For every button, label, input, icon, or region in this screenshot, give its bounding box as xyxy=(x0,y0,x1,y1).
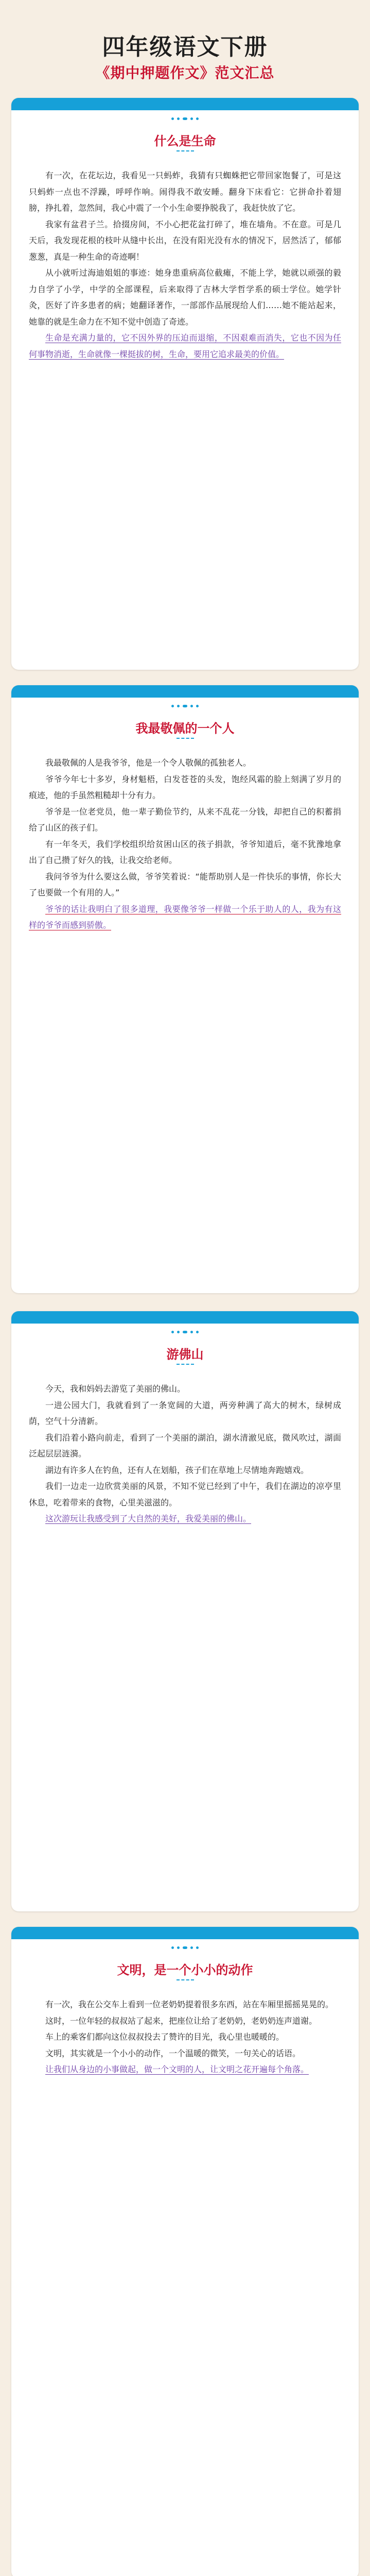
essay-title: 什么是生命 xyxy=(154,134,216,148)
card-top-bar xyxy=(11,1927,359,1939)
essay-card xyxy=(11,685,359,1293)
essay-card xyxy=(11,98,359,670)
page-subtitle: 《期中押题作文》范文汇总 xyxy=(95,64,275,81)
essay-paragraph: 车上的乘客们都向这位叔叔投去了赞许的目光，我心里也暖暖的。 xyxy=(45,2032,285,2042)
essay-title: 文明，是一个小小的动作 xyxy=(117,1963,253,1977)
essay-paragraph: 爷爷是一位老党员，他一辈子勤俭节约，从来不乱花一分钱，却把自己的积蓄捐给了山区的孩子们。 xyxy=(29,806,341,833)
essay-body xyxy=(29,1996,341,2078)
essay-paragraph: 我最敬佩的人是我爷爷，他是一个令人敬佩的孤独老人。 xyxy=(45,758,252,768)
essay-paragraph: 有一次，我在公交车上看到一位老奶奶提着很多东西，站在车厢里摇摇晃晃的。 xyxy=(45,1999,334,2009)
essay-body xyxy=(29,167,341,362)
highlight-text: 生命是充满力量的，它不因外界的压迫而退缩，不因艰难而消失，它也不因为任何事物消逝，生命就像一棵挺拔的树，生命，要用它追求最美的价值。 xyxy=(29,333,341,359)
essay-paragraph: 爷爷今年七十多岁，身材魁梧，白发苍苍的头发，饱经风霜的脸上刻满了岁月的痕迹，他的手虽然粗糙却十分有力。 xyxy=(29,774,341,800)
highlight-text: 爷爷的话让我明白了很多道理，我要像爷爷一样做一个乐于助人的人，我为有这样的爷爷而感到骄傲。 xyxy=(29,904,341,930)
title-divider xyxy=(177,1979,194,1980)
essay-paragraph: 这时，一位年轻的叔叔站了起来，把座位让给了老奶奶，老奶奶连声道谢。 xyxy=(45,2015,318,2026)
title-divider xyxy=(177,150,194,151)
essay-paragraph: 我们沿着小路向前走，看到了一个美丽的湖泊，湖水清澈见底，微风吹过，湖面泛起层层涟漪。 xyxy=(29,1432,341,1459)
essay-paragraph: 我家有盆君子兰。拾掇房间，不小心把花盆打碎了，堆在墙角。不在意。可是几天后，我发现花根的枝叶从缝中长出，在没有阳光没有水的情况下，居然活了，郁郁葱葱，真是一种生命的奇迹啊！ xyxy=(29,219,341,262)
essay-highlight-paragraph xyxy=(29,901,341,934)
card-top-bar xyxy=(11,685,359,698)
essay-body xyxy=(29,755,341,934)
page-title: 四年级语文下册 xyxy=(102,34,268,60)
decorative-dots xyxy=(11,1331,359,1333)
title-divider xyxy=(177,738,194,739)
essay-paragraph: 我问爷爷为什么要这么做，爷爷笑着说：“能帮助别人是一件快乐的事情，你长大了也要做一个有用的人。” xyxy=(29,871,341,897)
highlight-text: 这次游玩让我感受到了大自然的美好，我爱美丽的佛山。 xyxy=(45,1514,252,1523)
essay-paragraph: 今天，我和妈妈去游览了美丽的佛山。 xyxy=(45,1384,186,1394)
page-header xyxy=(0,0,370,90)
essay-highlight-paragraph xyxy=(29,1511,341,1527)
essay-card xyxy=(11,1311,359,1911)
highlight-text: 让我们从身边的小事做起，做一个文明的人，让文明之花开遍每个角落。 xyxy=(45,2064,309,2074)
decorative-dots xyxy=(11,117,359,120)
essay-paragraph: 文明，其实就是一个小小的动作，一个温暖的微笑，一句关心的话语。 xyxy=(45,2048,301,2058)
essay-paragraph: 从小就听过海迪姐姐的事迹：她身患重病高位截瘫，不能上学，她就以顽强的毅力自学了小学，中学的全部课程，后来取得了吉林大学哲学系的硕士学位。她学针灸，医好了许多患者的病；她翻译著作，一部部作品展现给人们……她不能站起来，她靠的就是生命力在不知不觉中创造了奇迹。 xyxy=(29,268,341,327)
card-top-bar xyxy=(11,98,359,110)
decorative-dots xyxy=(11,1946,359,1949)
essay-paragraph: 有一年冬天，我们学校组织给贫困山区的孩子捐款，爷爷知道后，毫不犹豫地拿出了自己攒了好久的钱，让我交给老师。 xyxy=(29,839,341,865)
essay-highlight-paragraph xyxy=(29,2061,341,2078)
essay-title: 我最敬佩的一个人 xyxy=(135,721,235,736)
essay-highlight-paragraph xyxy=(29,330,341,362)
essay-title: 游佛山 xyxy=(166,1347,204,1362)
essay-paragraph: 有一次，在花坛边，我看见一只蚂蚱，我猜有只蜘蛛把它带回家饱餐了，可是这只蚂蚱一点也不浮躁，呼呼作响。闹得我不敢安睡。翻身下床看它：它拼命扑着翅膀，挣扎着，忽然间，我心中震了一个小生命要挣脱我了，我赶快放了它。 xyxy=(29,171,341,213)
essay-body xyxy=(29,1381,341,1527)
card-top-bar xyxy=(11,1311,359,1324)
title-divider xyxy=(177,1364,194,1365)
essay-card xyxy=(11,1927,359,2576)
decorative-dots xyxy=(11,705,359,707)
essay-paragraph: 一进公园大门，我就看到了一条宽阔的大道，两旁种满了高大的树木，绿树成荫，空气十分清新。 xyxy=(29,1400,341,1426)
essay-paragraph: 湖边有许多人在钓鱼，还有人在划船，孩子们在草地上尽情地奔跑嬉戏。 xyxy=(45,1465,309,1475)
essay-paragraph: 我们一边走一边欣赏美丽的风景，不知不觉已经到了中午，我们在湖边的凉亭里休息，吃着带来的食物，心里美滋滋的。 xyxy=(29,1481,341,1507)
